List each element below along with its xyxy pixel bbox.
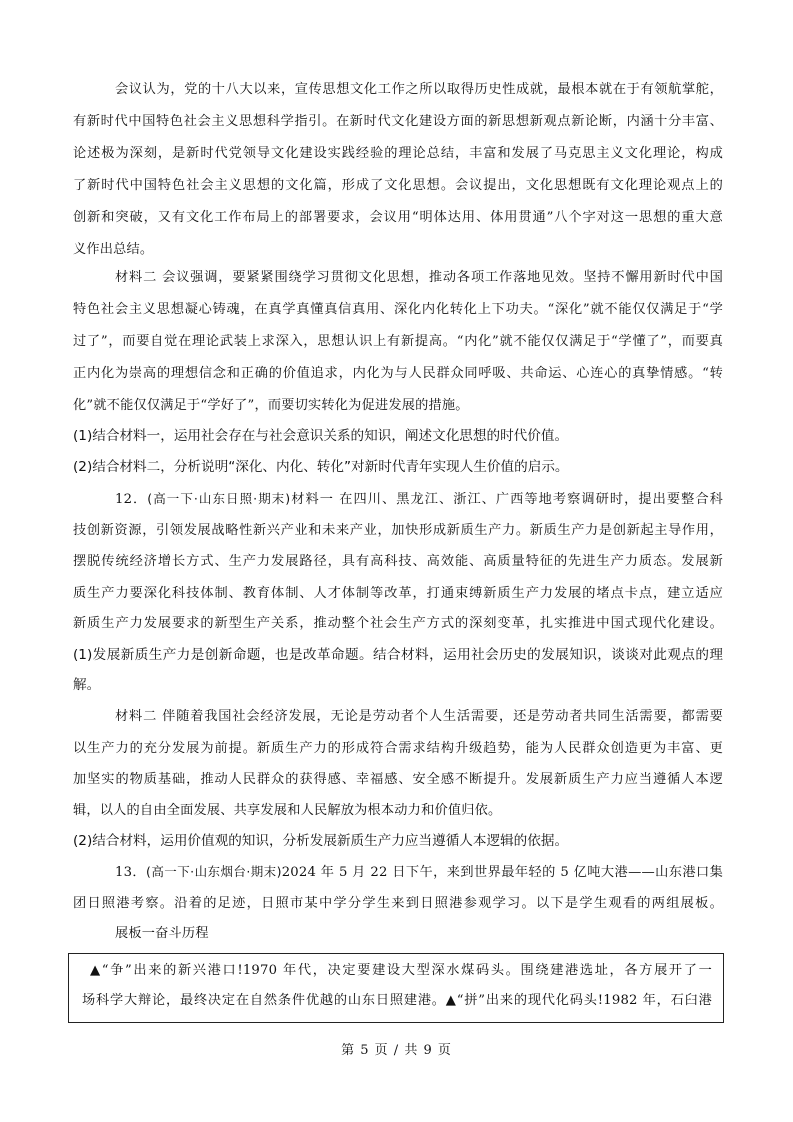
question-source: (高一下·山东日照·期末) [147,491,291,506]
text-line: 技创新资源，引领发展战略性新兴产业和未来产业，加快形成新质生产力。新质生产力是创新起主导作用， [73,523,723,538]
text-line: 特色社会主义思想凝心铸魂，在真学真懂真信真用、深化内化转化上下功夫。“深化”就不能仅仅满足于“学 [73,302,723,317]
question-12-part-2: (2)结合材料，运用价值观的知识，分析发展新质生产力应当遵循人本逻辑的依据。 [73,833,569,849]
question-12-first-line [73,487,723,511]
question-12-part-1: (1)发展新质生产力是创新命题，也是改革命题。结合材料，运用社会历史的发展知识，谈谈对此观点的理 [73,647,723,663]
question-number: 13． [115,865,147,880]
text-line: 以生产力的充分发展为前提。新质生产力的形成符合需求结构升级趋势，能为人民群众创造更为丰富、更 [73,741,723,756]
text-line: 有新时代中国特色社会主义思想科学指引。在新时代文化建设方面的新思想新观点新论断，内涵十分丰富、 [73,114,723,129]
text-line: 材料二 会议强调，要紧紧围绕学习贯彻文化思想，推动各项工作落地见效。坚持不懈用新时代中国 [115,270,723,285]
question-number: 12． [115,492,148,507]
text-line: 质生产力要深化科技体制、教育体制、人才体制等改革，打通束缚新质生产力发展的堵点卡点，建立适应 [73,586,723,601]
text-line: 辑，以人的自由全面发展、共享发展和人民解放为根本动力和价值归依。 [73,803,502,818]
text-line: 会议认为，党的十八大以来，宣传思想文化工作之所以取得历史性成就，最根本就在于有领航掌舵， [115,82,723,97]
text-line: 团日照港考察。沿着的足迹，日照市某中学分学生来到日照港参观学习。以下是学生观看的两组展板。 [73,896,723,911]
text-line: 材料二 伴随着我国社会经济发展，无论是劳动者个人生活需要，还是劳动者共同生活需要，都需要 [115,709,723,724]
text-line: 场科学大辩论，最终决定在自然条件优越的山东日照建港。▲“拼”出来的现代化码头!1982 年，石臼港 [82,993,712,1008]
text-line: 义作出总结。 [73,242,154,257]
page-footer: 第 5 页 / 共 9 页 [341,1043,452,1058]
exhibit-board-box [68,953,724,1023]
question-12-part-1-cont: 解。 [73,677,101,693]
text-line: 过了”，而要自觉在理论武装上求深入，思想认识上有新提高。“内化”就不能仅仅满足于“学懂了”，而要真 [73,334,723,349]
text-line: ▲“争”出来的新兴港口!1970 年代，决定要建设大型深水煤码头。围绕建港选址，各方展开了一 [90,963,712,978]
text-line: 创新和突破，又有文化工作布局上的部署要求，会议用“明体达用、体用贯通”八个字对这一思想的重大意 [73,210,723,225]
text-line: 加坚实的物质基础，推动人民群众的获得感、幸福感、安全感不断提升。发展新质生产力应当遵循人本逻 [73,772,723,787]
text-line: 论述极为深刻，是新时代党领导文化建设实践经验的理论总结，丰富和发展了马克思主义文化理论，构成 [73,146,723,161]
board-title: 展板一奋斗历程 [115,926,209,941]
text-line: 新质生产力发展要求的新型生产关系，推动整个社会生产方式的深刻变革，扎实推进中国式现代化建设。 [73,616,723,631]
question-text: 材料一 在四川、黑龙江、浙江、广西等地考察调研时，提出要整合科 [290,492,723,507]
text-line: 摆脱传统经济增长方式、生产力发展路径，具有高科技、高效能、高质量特征的先进生产力质态。发展新 [73,554,723,569]
question-11-part-2: (2)结合材料二，分析说明“深化、内化、转化”对新时代青年实现人生价值的启示。 [73,459,569,475]
text-line: 化”就不能仅仅满足于“学好了”，而要切实转化为促进发展的措施。 [73,398,469,413]
question-11-part-1: (1)结合材料一，运用社会存在与社会意识关系的知识，阐述文化思想的时代价值。 [73,428,569,444]
question-text: 2024 年 5 月 22 日下午，来到世界最年轻的 5 亿吨大港——山东港口集 [281,865,723,880]
text-line: 正内化为崇高的理想信念和正确的价值追求，内化为与人民群众同呼吸、共命运、心连心的真挚情感。“转 [73,366,723,381]
text-line: 了新时代中国特色社会主义思想的文化篇，形成了文化思想。会议提出，文化思想既有文化理论观点上的 [73,178,723,193]
question-source: (高一下·山东烟台·期末) [146,864,282,879]
question-13-first-line [73,860,723,884]
